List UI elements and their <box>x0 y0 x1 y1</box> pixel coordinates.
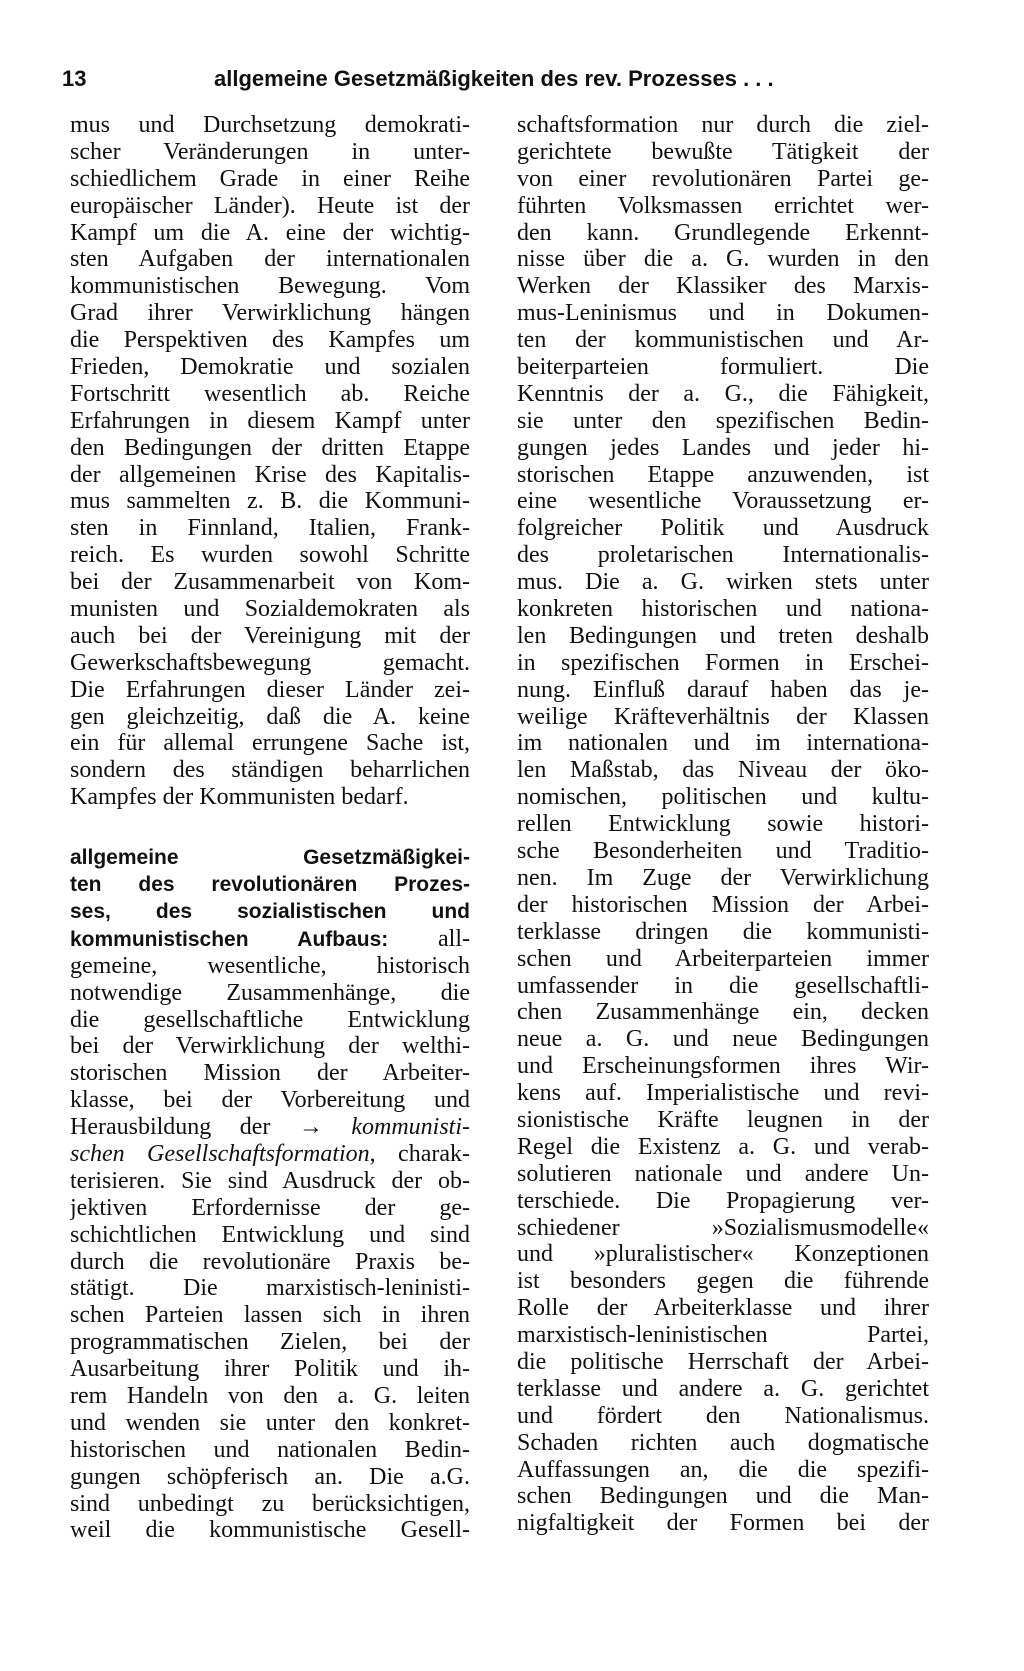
text-line: len Bedingungen und treten deshalb <box>517 622 929 649</box>
text-line: gungen jedes Landes und jeder hi- <box>517 434 929 461</box>
text-line: europäischer Länder). Heute ist der <box>70 192 470 219</box>
text-line: nigfaltigkeit der Formen bei der <box>517 1510 929 1537</box>
cross-reference-line <box>70 1141 470 1168</box>
text-line: eine wesentliche Voraussetzung er- <box>517 488 929 515</box>
text-line: und fördert den Nationalismus. <box>517 1402 929 1429</box>
text-line: Kampfes der Kommunisten bedarf. <box>70 784 409 811</box>
text-line: durch die revolutionäre Praxis be- <box>70 1248 470 1275</box>
text-line: die Perspektiven des Kampfes um <box>70 327 470 354</box>
text-line: sie unter den spezifischen Bedin- <box>517 407 929 434</box>
text-line: Schaden richten auch dogmatische <box>517 1429 929 1456</box>
text-line: des proletarischen Internationalis- <box>517 542 929 569</box>
text-line: sche Besonderheiten und Traditio- <box>517 838 929 865</box>
text-line: den kann. Grundlegende Erkennt- <box>517 219 929 246</box>
text-line: Regel die Existenz a. G. und verab- <box>517 1133 929 1160</box>
text-line: bei der Verwirklichung der welthi- <box>70 1033 470 1060</box>
text-line: Ausarbeitung ihrer Politik und ih- <box>70 1356 470 1383</box>
text-line: chen Zusammenhänge ein, decken <box>517 999 929 1026</box>
text-line: sten Aufgaben der internationalen <box>70 246 470 273</box>
text-line: gerichtete bewußte Tätigkeit der <box>517 138 929 165</box>
text-line: bei der Zusammenarbeit von Kom- <box>70 569 470 596</box>
text-line: schichtlichen Entwicklung und sind <box>70 1221 470 1248</box>
text-line: mus und Durchsetzung demokrati- <box>70 112 470 138</box>
text-line: storischen Etappe anzuwenden, ist <box>517 461 929 488</box>
text-line: im nationalen und im internationa- <box>517 730 929 757</box>
text-line: storischen Mission der Arbeiter- <box>70 1060 470 1087</box>
text-line: Kenntnis der a. G., die Fähigkeit, <box>517 380 929 407</box>
text-line: Rolle der Arbeiterklasse und ihrer <box>517 1295 929 1322</box>
text-line: Auffassungen an, die die spezifi- <box>517 1456 929 1483</box>
text-line: und Erscheinungsformen ihres Wir- <box>517 1053 929 1080</box>
paragraph-gap <box>70 811 470 845</box>
entry-headword-line: ses, des sozialistischen und <box>70 899 470 923</box>
text-line: mus sammelten z. B. die Kommuni- <box>70 488 470 515</box>
text-line: kens auf. Imperialistische und revi- <box>517 1080 929 1107</box>
text-line: jektiven Erfordernisse der ge- <box>70 1194 470 1221</box>
text-line: Erfahrungen in diesem Kampf unter <box>70 407 470 434</box>
text-line: sionistische Kräfte leugnen in der <box>517 1106 929 1133</box>
text-line: nisse über die a. G. wurden in den <box>517 246 929 273</box>
cross-reference-arrow-icon: → <box>298 1114 323 1141</box>
left-column <box>70 112 470 1544</box>
text-line: weil die kommunistische Gesell- <box>70 1517 470 1544</box>
text-line: neue a. G. und neue Bedingungen <box>517 1026 929 1053</box>
text-line: Grad ihrer Verwirklichung hängen <box>70 300 470 327</box>
entry-headword-line: ten des revolutionären Prozes- <box>70 873 470 897</box>
text-line: schiedlichem Grade in einer Reihe <box>70 165 470 192</box>
text-line: schen Bedingungen und die Man- <box>517 1483 929 1510</box>
text-line: den Bedingungen der dritten Etappe <box>70 434 470 461</box>
text-line: rellen Entwicklung sowie histori- <box>517 811 929 838</box>
text-line: schen Parteien lassen sich in ihren <box>70 1302 470 1329</box>
text-line: terisieren. Sie sind Ausdruck der ob- <box>70 1167 470 1194</box>
left-column-continued-text <box>70 112 470 811</box>
text-line: folgreicher Politik und Ausdruck <box>517 515 929 542</box>
text-line: in spezifischen Formen in Erschei- <box>517 649 929 676</box>
text-line: und wenden sie unter den konkret- <box>70 1409 470 1436</box>
text-line: reich. Es wurden sowohl Schritte <box>70 542 470 569</box>
entry-body-start: all- <box>388 925 470 952</box>
text-line: der historischen Mission der Arbei- <box>517 891 929 918</box>
text-line: der allgemeinen Krise des Kapitalis- <box>70 461 470 488</box>
text-line: terklasse und andere a. G. gerichtet <box>517 1375 929 1402</box>
page-header <box>62 62 922 96</box>
text-line: schiedener »Sozialismusmodelle« <box>517 1214 929 1241</box>
text-line: konkreten historischen und nationa- <box>517 596 929 623</box>
text-fragment: Herausbildung der <box>70 1114 299 1141</box>
cross-reference-line <box>70 1114 470 1141</box>
right-column <box>517 112 929 1537</box>
entry-headword: kommunistischen Aufbaus: <box>70 927 389 951</box>
text-line: beiterparteien formuliert. Die <box>517 354 929 381</box>
text-line: historischen und nationalen Bedin- <box>70 1436 470 1463</box>
running-title: allgemeine Gesetzmäßigkeiten des rev. Prozesses . . . <box>214 66 774 91</box>
text-line: kommunistischen Bewegung. Vom <box>70 273 470 300</box>
text-line: terschiede. Die Propagierung ver- <box>517 1187 929 1214</box>
text-line: stätigt. Die marxistisch-leninisti- <box>70 1275 470 1302</box>
dictionary-entry <box>70 845 470 1544</box>
text-line: klasse, bei der Vorbereitung und <box>70 1087 470 1114</box>
entry-headword-final-line <box>70 926 470 953</box>
text-line: weilige Kräfteverhältnis der Klassen <box>517 703 929 730</box>
text-line: Gewerkschaftsbewegung gemacht. <box>70 649 470 676</box>
text-line: schaftsformation nur durch die ziel- <box>517 112 929 138</box>
text-line: len Maßstab, das Niveau der öko- <box>517 757 929 784</box>
text-line: solutieren nationale und andere Un- <box>517 1160 929 1187</box>
text-line: mus-Leninismus und in Dokumen- <box>517 300 929 327</box>
text-line: von einer revolutionären Partei ge- <box>517 165 929 192</box>
text-line: ten der kommunistischen und Ar- <box>517 327 929 354</box>
text-line: nomischen, politischen und kultu- <box>517 784 929 811</box>
text-line: marxistisch-leninistischen Partei, <box>517 1322 929 1349</box>
text-line: die gesellschaftliche Entwicklung <box>70 1006 470 1033</box>
page-number: 13 <box>62 66 87 91</box>
text-line: Frieden, Demokratie und sozialen <box>70 354 470 381</box>
text-line: ist besonders gegen die führende <box>517 1268 929 1295</box>
text-line: mus. Die a. G. wirken stets unter <box>517 569 929 596</box>
text-line: gen gleichzeitig, daß die A. keine <box>70 703 470 730</box>
text-line: rem Handeln von den a. G. leiten <box>70 1382 470 1409</box>
text-line: die politische Herrschaft der Arbei- <box>517 1348 929 1375</box>
text-line: Werken der Klassiker des Marxis- <box>517 273 929 300</box>
text-fragment: , charak- <box>369 1140 470 1167</box>
text-line: schen und Arbeiterparteien immer <box>517 945 929 972</box>
text-line: auch bei der Vereinigung mit der <box>70 622 470 649</box>
text-line: Fortschritt wesentlich ab. Reiche <box>70 380 470 407</box>
text-line: nung. Einfluß darauf haben das je- <box>517 676 929 703</box>
text-line: terklasse dringen die kommunisti- <box>517 918 929 945</box>
text-line: programmatischen Zielen, bei der <box>70 1329 470 1356</box>
entry-headword-line: allgemeine Gesetzmäßigkei- <box>70 846 470 870</box>
text-line: und »pluralistischer« Konzeptionen <box>517 1241 929 1268</box>
text-line: notwendige Zusammenhänge, die <box>70 979 470 1006</box>
text-line: sondern des ständigen beharrlichen <box>70 757 470 784</box>
cross-reference-term: schen Gesellschaftsformation <box>70 1140 370 1167</box>
text-line: gemeine, wesentliche, historisch <box>70 952 470 979</box>
text-line: gungen schöpferisch an. Die a.G. <box>70 1463 470 1490</box>
text-line: Kampf um die A. eine der wichtig- <box>70 219 470 246</box>
text-line: umfassender in die gesellschaftli- <box>517 972 929 999</box>
text-line: scher Veränderungen in unter- <box>70 138 470 165</box>
cross-reference-term: kommunisti- <box>322 1114 470 1141</box>
text-line: Die Erfahrungen dieser Länder zei- <box>70 676 470 703</box>
text-line: sind unbedingt zu berücksichtigen, <box>70 1490 470 1517</box>
text-line: nen. Im Zuge der Verwirklichung <box>517 864 929 891</box>
text-line: munisten und Sozialdemokraten als <box>70 596 470 623</box>
text-line: sten in Finnland, Italien, Frank- <box>70 515 470 542</box>
text-line: führten Volksmassen errichtet wer- <box>517 192 929 219</box>
text-line: ein für allemal errungene Sache ist, <box>70 730 470 757</box>
